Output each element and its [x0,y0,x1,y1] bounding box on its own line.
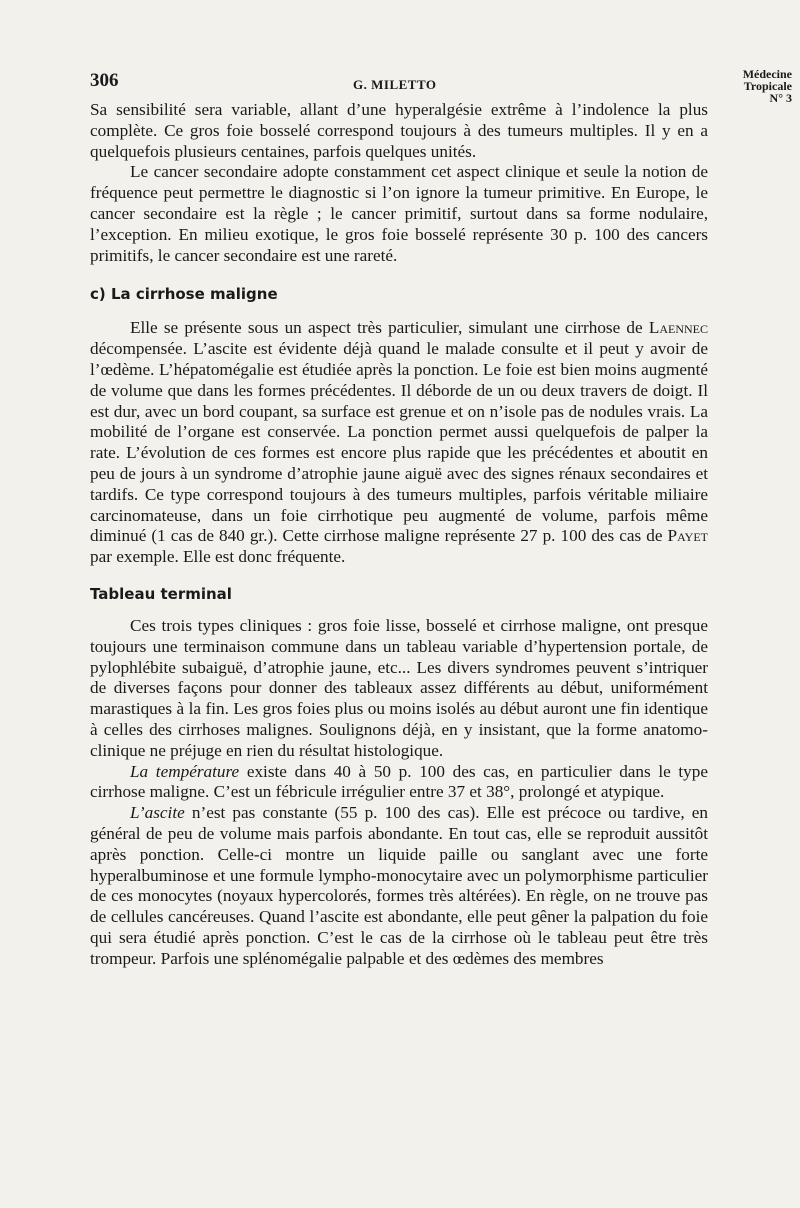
term-ascite: L’ascite [130,803,185,823]
paragraph-6 [90,803,708,969]
paragraph-3-part-c: par exemple. Elle est donc fréquente. [90,547,346,567]
author-name-laennec: Laennec [648,318,708,338]
journal-line-3: N° 3 [769,91,792,105]
paragraph-6-text: n’est pas constante (55 p. 100 des cas). Elle est précoce ou tardive, en général de peu de volume mais parfois abondante. En tout cas, elle se reproduit aussitôt après ponction. Celle-ci montre un liquide paille ou sanglant avec une forte hyperalbuminose et une formule lympho-monocytaire avec un polymorphisme particulier de ces monocytes (noyaux hypercolorés, formes très altérées). En règle, on ne trouve pas de cellules cancéreuses. Quand l’ascite est abondante, elle peut gêner la palpation du foie qui sera étudié après ponction. C’est le cas de la cirrhose où le tableau peut être très trompeur. Parfois une splénomégalie palpable et des œdèmes des membres [90,803,708,968]
journal-label [702,68,792,104]
term-temperature: La température [130,761,240,781]
page-number: 306 [90,70,119,91]
body-text [90,100,708,969]
paragraph-3-part-a: Elle se présente sous un aspect très particulier, simulant une cirrhose de [130,318,643,338]
paragraph-2: Le cancer secondaire adopte constamment cet aspect clinique et seule la notion de fréquence peut permettre le diagnostic si l’on ignore la tumeur primitive. En Europe, le cancer secondaire est la règle ; le cancer primitif, surtout dans sa forme nodulaire, l’exception. En milieu exotique, le gros foie bosselé représente 30 p. 100 des cancers primitifs, le cancer secondaire est une rareté. [90,162,708,265]
paragraph-3-part-b: décompensée. L’ascite est évidente déjà quand le malade consulte et il peut y avoir de l’œdème. L’hépatomégalie est étudiée après la ponction. Le foie est bien moins augmenté de volume que dans les formes précédentes. Il déborde de un ou deux travers de doigt. Il est dur, avec un bord coupant, sa surface est grenue et on n’isole pas de nodules vrais. La mobilité de l’organe est conservée. La ponction permet aussi quelquefois de palper la rate. L’évolution de ces formes est encore plus rapide que les précédentes et aboutit en peu de jours à un syndrome d’atrophie jaune aiguë avec des signes rénaux secondaires et tardifs. Ce type correspond toujours à des tumeurs multiples, parfois véritable miliaire carcinomateuse, dans un foie cirrhotique peu augmenté de volume, parfois même diminué (1 cas de 840 gr.). Cette cirrhose maligne représente 27 p. 100 des cas de [90,339,708,546]
author-name-payet: Payet [667,526,708,546]
paragraph-1: Sa sensibilité sera variable, allant d’une hyperalgésie extrême à l’indolence la plus complète. Ce gros foie bosselé correspond toujours à des tumeurs multiples. Il y en a quelquefois plusieurs centaines, parfois quelques unités. [90,100,708,161]
paragraph-4: Ces trois types cliniques : gros foie lisse, bosselé et cirrhose maligne, ont presque toujours une terminaison commune dans un tableau variable d’hypertension portale, de pylophlébite subaiguë, d’atrophie jaune, etc... Les divers syndromes peuvent s’intriquer de diverses façons pour donner des tableaux assez différents au début, uniformément marastiques à la fin. Les gros foies plus ou moins isolés au début auront une fin identique à celles des cirrhoses malignes. Soulignons déjà, en y insistant, que la forme anatomo-clinique ne préjuge en rien du résultat histologique. [90,615,708,760]
section-heading-tableau: Tableau terminal [90,584,232,603]
paragraph-3 [90,318,708,568]
section-heading-cirrhose: c) La cirrhose maligne [90,285,278,304]
paragraph-5-text: existe dans 40 à 50 p. 100 des cas, en particulier dans le type cirrhose maligne. C’est un fébricule irrégulier entre 37 et 38°, prolongé et atypique. [90,761,708,802]
journal-line-2: Tropicale [743,79,792,93]
running-head-author: G. MILETTO [353,77,437,92]
journal-line-1: Médecine [742,67,792,81]
paragraph-5 [90,762,708,804]
